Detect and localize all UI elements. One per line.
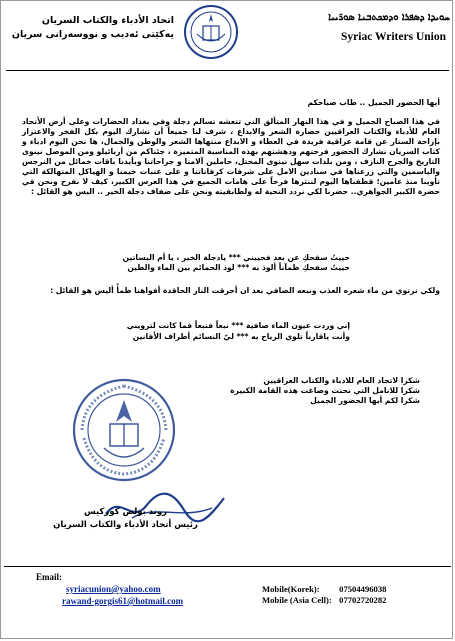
- phone-block: [262, 584, 386, 606]
- arabic-union-name: اتحاد الأدباء والكتاب السريان: [41, 15, 174, 26]
- letter-paragraph-1: في هذا الصباح الجميل و في هذا النهار المتألق التي تتعشه تسالم دجلة وفي بغداد الحضارات وعلى أرض الأتحاد العام للأدباء والكتاب العراقيين حضارة الشعر والابداع ، شرف لنا جميعاً أن نشارك اليوم بكل الفخر والاعتزاز بإزاحة الستار عن قامة عراقية فريدة في العطاء و الابداع منتهاها الشعر والوطن والجمال، ها نحن اليوم ادباء و كتاب السريان نشارك الحضور فرحتهم ودهشتهم بهذه المناسبة المتميزة ، جئناكم من أربائيلو ومن الموصل نينوى التاريخ والجرح النازف ، ومن بلدات سهل نينوى المحتل، حاملين آلامنا و جراحاتنا وبأيدنا باقات خمائل من النرجس والياسمين والتي زرعناها في سنادين الامل على شرفات كرفاناتنا و على عتبات خيمنا و الهياكل المتهالكة التي تأوينا منذ عامين؛ قطفناها اليوم لننثرها فرحاً على هامات الجميع في هذا العرس الكبير، كيف لا نفرح ونحن في حضرة الكبير الجواهري.. حضرنا لكي نردد التحية له ولطابقيته ونحن على ضفاف دجلة الخير .. اليس هو القائل :: [22, 117, 440, 196]
- email-link-2[interactable]: rawand-gorgis61@hotmail.com: [62, 596, 184, 606]
- header-english-block: [250, 12, 450, 43]
- poem-verse-2: حييتُ سفحكِ ظمآناً ألوذ به *** لوذ الحمائم بين الماء والطين: [127, 263, 350, 272]
- header-arabic-block: [6, 14, 174, 42]
- mobile-asiacell-label: Mobile (Asia Cell):: [262, 595, 332, 605]
- phone-row-asiacell: [262, 595, 386, 606]
- thanks-line-2: شكرا للانامل التي نحتت وصاغت هذه القامة الكبيرة: [230, 386, 420, 395]
- official-seal-icon: [70, 376, 178, 484]
- union-logo-icon: [183, 4, 239, 60]
- email-link-1[interactable]: syriacunion@yahoo.com: [66, 584, 161, 594]
- signature-block: [48, 506, 203, 532]
- letter-greeting: أيها الحضور الجميل .. طاب صباحكم: [307, 98, 440, 107]
- mobile-korek-label: Mobile(Korek):: [262, 584, 320, 594]
- header-divider: [6, 70, 449, 71]
- mobile-asiacell-number: 07702720282: [339, 595, 387, 605]
- signer-title: رئيس أتحاد الأدباء والكتاب السريان: [53, 520, 198, 530]
- poem-verse-3: إني وردت عيون الماء صافية *** نبعاً فنبعاً فما كانت لترويني: [126, 321, 350, 330]
- poem-verse-1: حييتُ سفحكِ عن بعد فحييني *** يادجلة الخير ، يا أم البساتين: [122, 253, 350, 262]
- poem-verse-4: وأنت ياقارباً تلوي الرياح به *** ليّ النسائم أطراف الأفانين: [132, 332, 350, 341]
- thanks-line-3: شكرا لكم أيها الحضور الجميل: [310, 396, 420, 405]
- email-label: Email:: [36, 572, 62, 582]
- mobile-korek-number: 07504496038: [339, 584, 387, 594]
- thanks-line-1: شكرا لاتحاد العام للادباء والكتاب العراقيين: [263, 376, 420, 385]
- kurdish-union-name: يەكێتی ئەديب و نووسەرانی سريان: [11, 29, 174, 40]
- english-union-name: Syriac Writers Union: [341, 31, 446, 43]
- letter-paragraph-2: ولكي نرتوي من ماء شعره العذب ونبعه الصافي بعد ان أحرقت النار الحاقدة أفواهنا ظمأً أليس هو القائل :: [50, 286, 440, 295]
- footer-divider: [4, 566, 451, 567]
- signer-name: روند بولص كوركيس: [83, 507, 168, 517]
- syriac-union-name: ܚܘܝܕܐ ܕܣܦܪܐ ܘܕܡܟܬܒܢܐ ܣܘܪ̈ܝܝܐ: [328, 12, 450, 23]
- phone-row-korek: [262, 584, 386, 595]
